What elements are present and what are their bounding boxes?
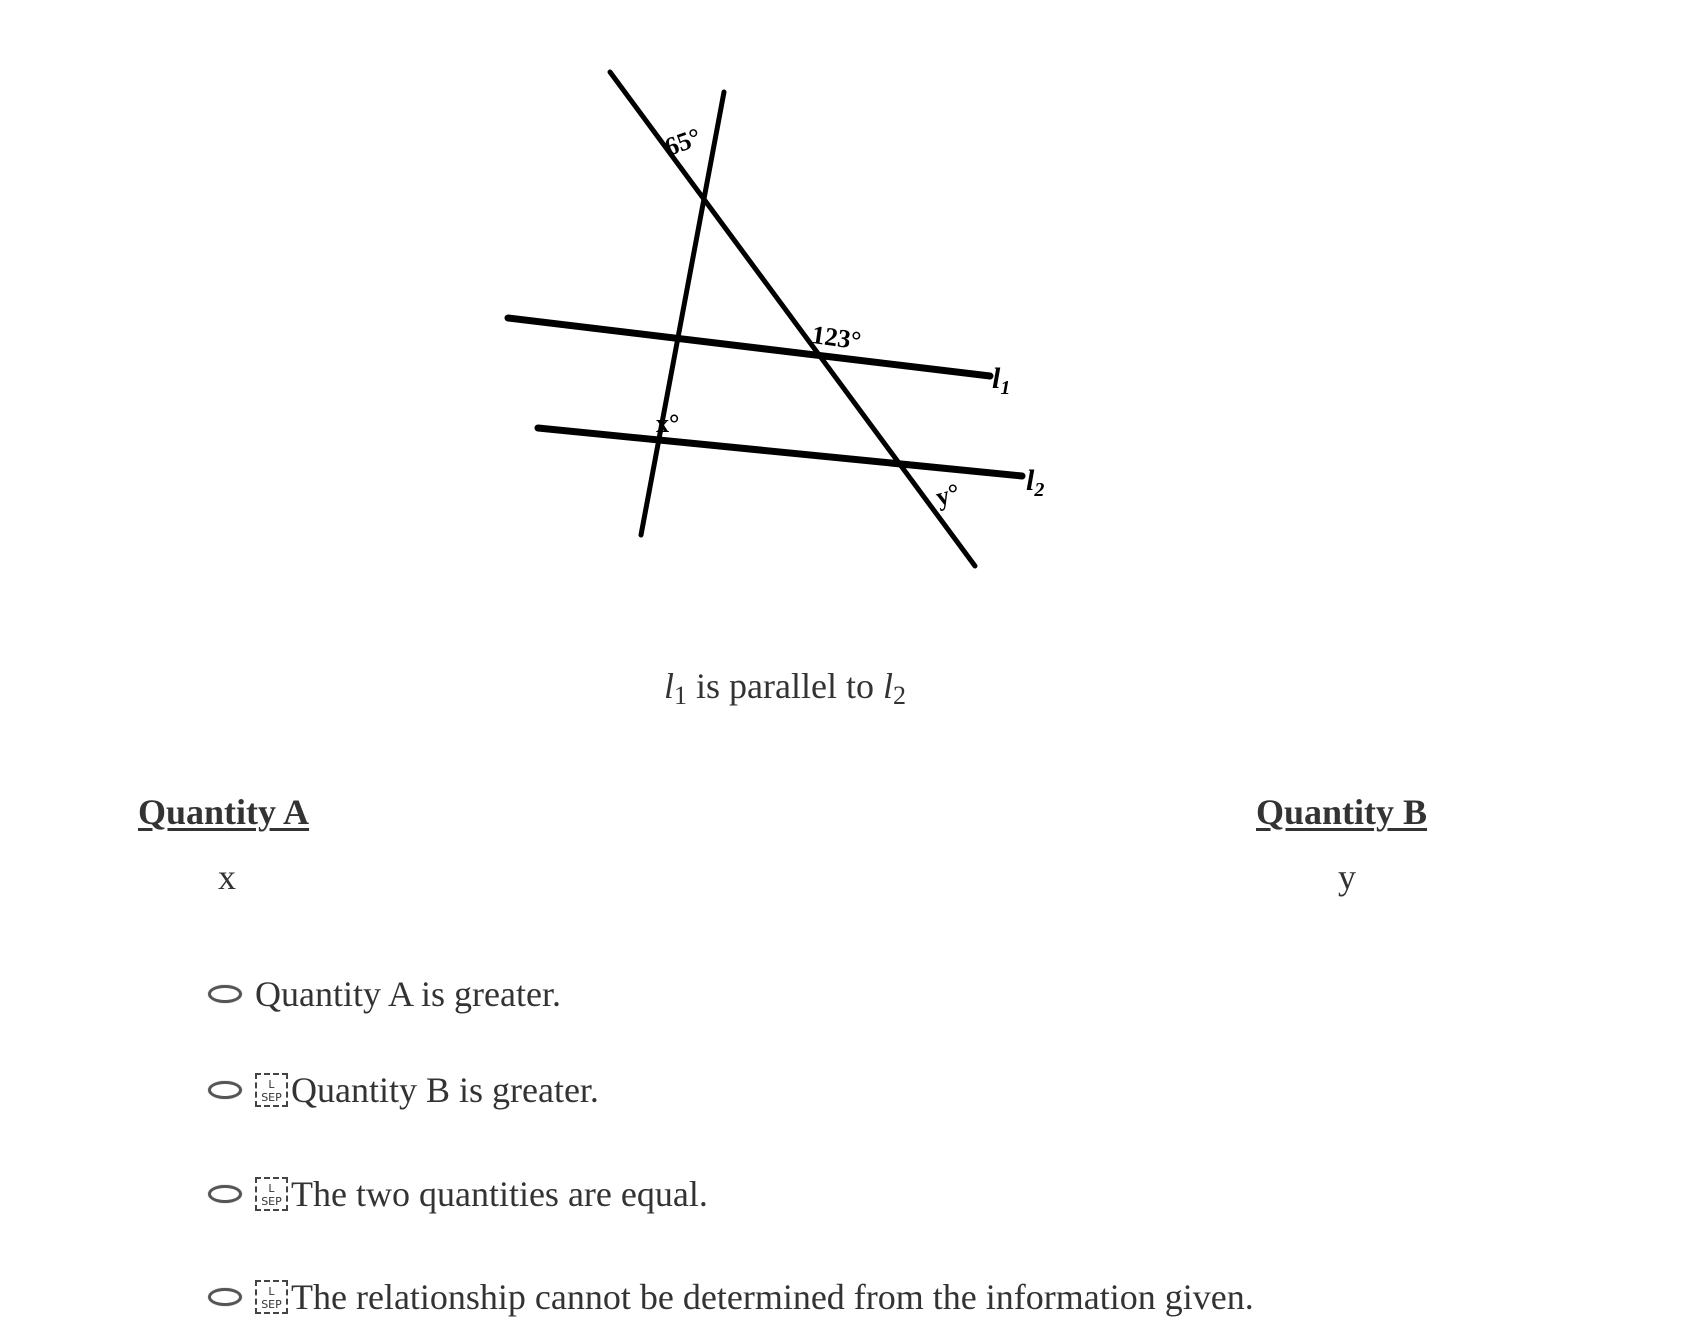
quantity-b-heading: Quantity B <box>1256 792 1428 832</box>
caption-l2-sub: 2 <box>892 681 906 710</box>
option-label: The relationship cannot be determined from the information given. <box>291 1277 1254 1317</box>
line-label-l1: $l_1$ <box>992 362 1011 399</box>
caption-l2-var: l <box>882 666 893 706</box>
line-separator-glyph-icon: L SEP <box>255 1073 288 1107</box>
angle-label-65: 65° <box>660 122 705 162</box>
quantity-a-value: x <box>218 857 236 897</box>
parallel-line-l2 <box>538 428 1022 476</box>
angle-label-123: 123° <box>809 319 863 356</box>
radio-button[interactable] <box>208 1288 242 1306</box>
answer-option-cannot-determine[interactable] <box>208 1273 1254 1321</box>
quantity-a-heading: Quantity A <box>138 792 310 832</box>
caption-l1-sub: 1 <box>674 681 688 710</box>
parallel-line-l1 <box>508 318 990 376</box>
caption-middle: is parallel to <box>687 666 883 706</box>
quantity-b-value: y <box>1338 857 1356 897</box>
figure-caption <box>0 664 1570 708</box>
radio-button[interactable] <box>208 1081 242 1099</box>
option-label: The two quantities are equal. <box>291 1174 708 1214</box>
angle-label-y: y° <box>932 477 963 512</box>
caption-l1-var: l <box>664 666 675 706</box>
line-separator-glyph-icon: L SEP <box>255 1177 288 1211</box>
transversal-line-a <box>641 92 724 535</box>
option-label: Quantity A is greater. <box>255 974 561 1014</box>
radio-button[interactable] <box>208 985 242 1003</box>
line-label-l2: $l_2$ <box>1026 464 1045 501</box>
option-label: Quantity B is greater. <box>291 1070 599 1110</box>
radio-button[interactable] <box>208 1185 242 1203</box>
angle-label-x: x° <box>656 409 680 438</box>
line-separator-glyph-icon: L SEP <box>255 1280 288 1314</box>
answer-option-b-greater[interactable] <box>208 1066 599 1114</box>
geometry-figure <box>0 0 1681 600</box>
answer-option-a-greater[interactable] <box>208 970 561 1018</box>
answer-option-equal[interactable] <box>208 1170 708 1218</box>
